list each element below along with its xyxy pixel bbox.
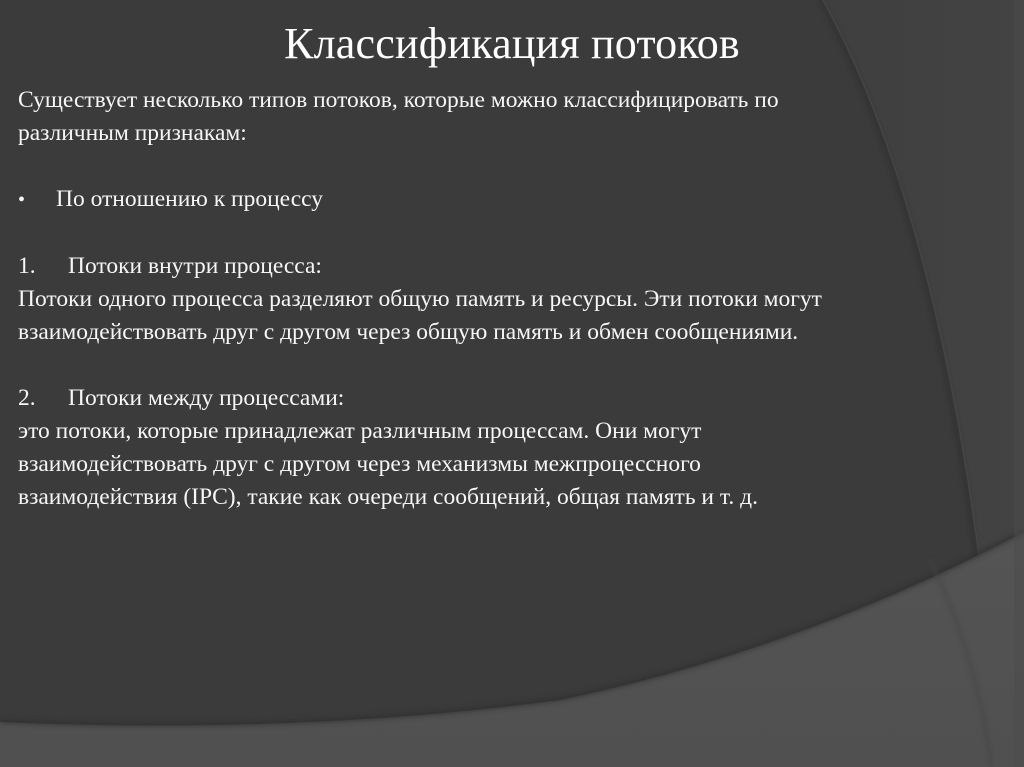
item-number: 1. [18, 253, 36, 279]
item-1-line-1: Потоки одного процесса разделяют общую память и ресурсы. Эти потоки могут [18, 286, 822, 312]
slide-body [18, 84, 1008, 514]
bullet-icon: • [18, 189, 26, 211]
spacer [18, 150, 1008, 183]
item-2-line-3: взаимодействия (IPC), такие как очереди сообщений, общая память и т. д. [18, 484, 758, 510]
item-number: 2. [18, 385, 36, 411]
spacer [18, 349, 1008, 382]
item-1-line-2: взаимодействовать друг с другом через общую память и обмен сообщениями. [18, 319, 799, 345]
numbered-item-1-heading [18, 250, 1008, 283]
bullet-item [18, 183, 1008, 217]
bullet-text: По отношению к процессу [56, 186, 324, 212]
item-heading: Потоки между процессами: [68, 385, 345, 411]
slide-title: Классификация потоков [284, 19, 740, 68]
spacer [18, 217, 1008, 250]
item-2-line-1: это потоки, которые принадлежат различным процессам. Они могут [18, 418, 702, 444]
item-heading: Потоки внутри процесса: [68, 253, 322, 279]
item-2-line-2: взаимодействовать друг с другом через механизмы межпроцессного [18, 451, 701, 477]
intro-line-2: различным признакам: [18, 120, 247, 146]
numbered-item-2-heading [18, 382, 1008, 415]
intro-line-1: Существует несколько типов потоков, которые можно классифицировать по [18, 87, 779, 113]
